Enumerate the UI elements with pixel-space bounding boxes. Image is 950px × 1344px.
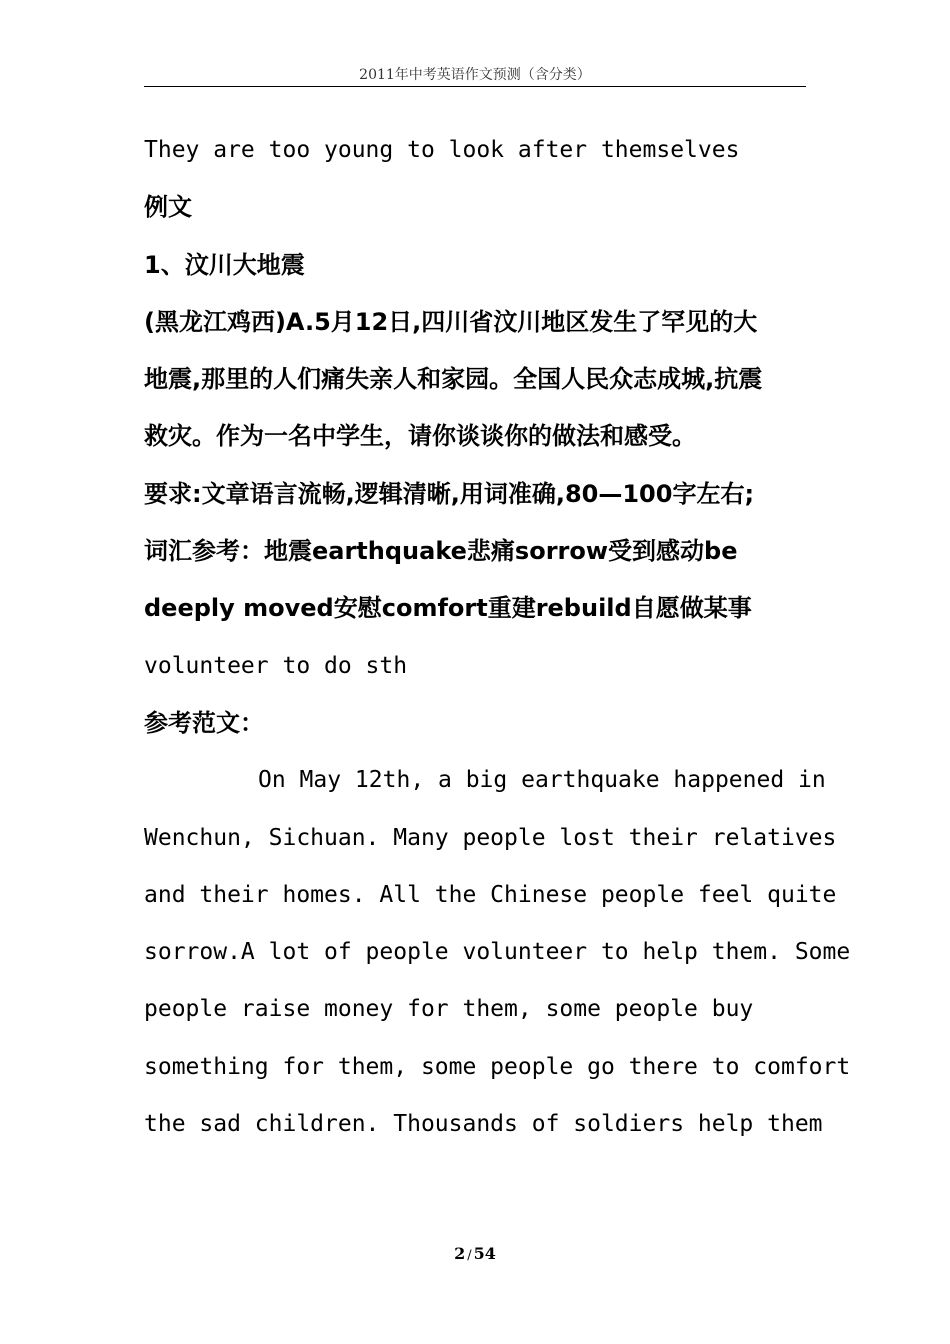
total-pages: 54 (473, 1244, 496, 1263)
text-line: the sad children. Thousands of soldiers help them (144, 1111, 823, 1138)
text-line: deeply moved安慰comfort重建rebuild自愿做某事 (144, 594, 752, 623)
text-line: sorrow.A lot of people volunteer to help them. Some (144, 939, 851, 966)
text-line: volunteer to do sth (144, 652, 408, 679)
text-line: On May 12th, a big earthquake happened in (258, 767, 826, 794)
text-line: 词汇参考：地震earthquake悲痛sorrow受到感动be (144, 537, 738, 566)
text-line: 参考范文： (144, 708, 264, 737)
text-line: and their homes. All the Chinese people feel quite (144, 881, 837, 908)
text-line: 救灾。作为一名中学生，请你谈谈你的做法和感受。 (144, 422, 696, 451)
page-separator: / (467, 1248, 472, 1263)
current-page: 2 (454, 1244, 466, 1263)
text-line: Wenchun, Sichuan. Many people lost their relatives (144, 824, 837, 851)
text-line: people raise money for them, some people buy (144, 996, 754, 1023)
text-line: (黑龙江鸡西)A.5月12日,四川省汶川地区发生了罕见的大 (144, 307, 758, 336)
text-line: 地震,那里的人们痛失亲人和家园。全国人民众志成城,抗震 (144, 365, 763, 394)
document-body (144, 122, 851, 1153)
text-line: 例文 (144, 193, 192, 222)
section-heading: 1、汶川大地震 (144, 250, 305, 279)
page-number (0, 1244, 950, 1263)
text-line: something for them, some people go there to comfort (144, 1053, 851, 1080)
header-rule (144, 86, 806, 87)
page-header-title: 2011年中考英语作文预测（含分类） (359, 67, 591, 83)
text-line: 要求:文章语言流畅,逻辑清晰,用词准确,80—100字左右; (144, 479, 755, 508)
text-line: They are too young to look after themselves (144, 137, 740, 163)
